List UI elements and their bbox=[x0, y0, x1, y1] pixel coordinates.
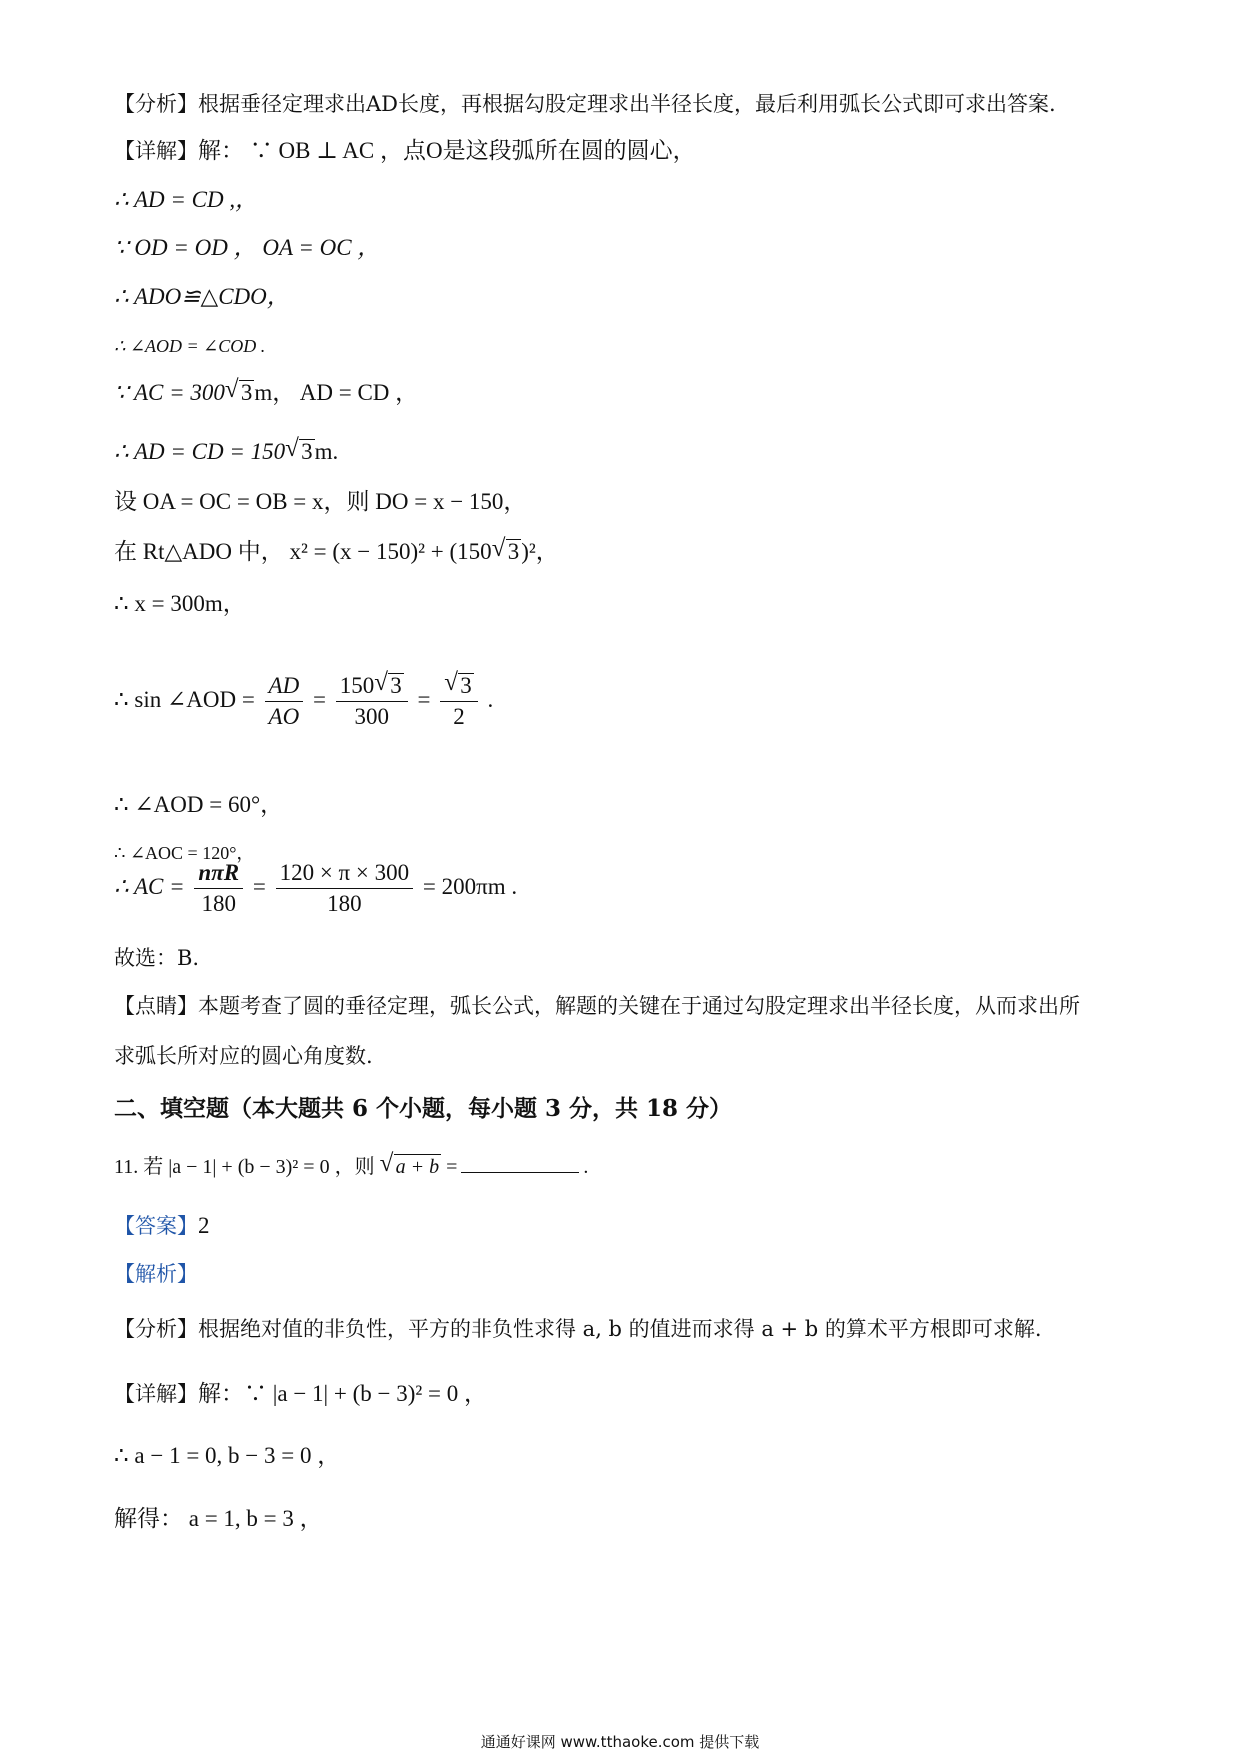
solution-line bbox=[114, 1379, 487, 1409]
sqrt-symbol: √ 3 bbox=[374, 671, 404, 701]
step-line: ∴ AD = CD ,， bbox=[114, 187, 259, 212]
sqrt-symbol: √ 3 bbox=[225, 378, 255, 408]
step-line: ∴ ∠AOC = 120°， bbox=[114, 843, 255, 863]
step-line: 在 Rt△ADO 中， x² = (x − 150)² + (150√ 3)²， bbox=[114, 537, 559, 567]
answer-tag: 【答案】 bbox=[114, 1214, 198, 1238]
step-line: ∴ ∠AOD = ∠COD . bbox=[114, 336, 266, 356]
comment-line bbox=[114, 991, 1080, 1021]
step-line: 解得： a = 1, b = 3 ， bbox=[114, 1506, 323, 1531]
step-line: ∴ x = 300m， bbox=[114, 591, 246, 616]
answer-choice: 故选：B. bbox=[114, 946, 200, 970]
step-line: ∴ ∠AOD = 60°， bbox=[114, 792, 284, 817]
step-line: ∴ a − 1 = 0, b − 3 = 0 ， bbox=[114, 1443, 341, 1468]
explanation-tag: 【解析】 bbox=[114, 1262, 198, 1286]
step-line: 设 OA = OC = OB = x，则 DO = x − 150， bbox=[114, 489, 527, 514]
solution-text: 解： ∵ OB ⊥ AC ，点O是这段弧所在圆的圆心， bbox=[198, 138, 696, 163]
arc-length-equation: ∴ AC = $\frac{\text{nπR}}{180}$ = $\frac{120 \times \pi \times 300}{180}$ = 200πm . bbox=[114, 857, 517, 919]
solution-tag: 【详解】 bbox=[114, 1382, 198, 1406]
sin-equation: ∴ sin ∠AOD = $\frac{AD}{AO}$ = $\frac{150√ 3}{300}$ = √ $\frac{3}{2}$ . bbox=[114, 670, 493, 732]
step-line: ∵ OD = OD ， OA = OC ， bbox=[114, 235, 381, 260]
sqrt-symbol: √ 3 bbox=[492, 537, 522, 567]
solution-tag: 【详解】 bbox=[114, 139, 198, 163]
fraction: $\frac{120 \times \pi \times 300}{180}$ bbox=[276, 858, 414, 919]
solution-text: 解：∵ |a − 1| + (b − 3)² = 0 ， bbox=[198, 1381, 488, 1406]
fraction: $\frac{150√ 3}{300}$ bbox=[336, 671, 408, 732]
analysis-line bbox=[114, 1314, 1042, 1344]
answer-line bbox=[114, 1211, 210, 1241]
step-line: ∵ AC = 300√ 3m， AD = CD ， bbox=[114, 378, 418, 408]
analysis-text: 根据垂径定理求出AD长度，再根据勾股定理求出半径长度，最后利用弧长公式即可求出答案. bbox=[198, 92, 1056, 116]
analysis-tag: 【分析】 bbox=[114, 1317, 198, 1341]
question-11: 11. 若 |a − 1| + (b − 3)² = 0 ，则 √ a + b = . bbox=[114, 1152, 588, 1182]
footer-watermark: 通通好课网 www.tthaoke.com 提供下载 bbox=[480, 1733, 760, 1751]
analysis-tag: 【分析】 bbox=[114, 92, 198, 116]
comment-line: 求弧长所对应的圆心角度数. bbox=[114, 1044, 373, 1068]
sqrt-symbol: √ a + b bbox=[380, 1152, 442, 1182]
fraction: $\frac{\text{nπR}}{180}$ bbox=[194, 858, 243, 919]
comment-tag: 【点睛】 bbox=[114, 994, 198, 1018]
answer-blank bbox=[461, 1154, 579, 1173]
comment-text: 本题考查了圆的垂径定理，弧长公式，解题的关键在于通过勾股定理求出半径长度，从而求出所 bbox=[198, 994, 1080, 1018]
fraction: $\frac{AD}{AO}$ bbox=[265, 671, 304, 732]
step-line: ∴ AD = CD = 150√ 3m. bbox=[114, 437, 338, 467]
sqrt-symbol: √ 3 bbox=[444, 671, 474, 701]
analysis-line bbox=[114, 89, 1056, 119]
step-line: ∴ ADO≌△CDO， bbox=[114, 284, 290, 309]
solution-line bbox=[114, 136, 696, 166]
analysis-text: 根据绝对值的非负性，平方的非负性求得 a, b 的值进而求得 a + b 的算术平方根即可求解. bbox=[198, 1317, 1042, 1341]
fraction: √ $\frac{3}{2}$ bbox=[440, 671, 478, 732]
sqrt-symbol: √ 3 bbox=[285, 437, 315, 467]
answer-value: 2 bbox=[198, 1213, 210, 1238]
section-heading: 二、填空题（本大题共 6 个小题，每小题 3 分，共 18 分） bbox=[114, 1095, 733, 1122]
